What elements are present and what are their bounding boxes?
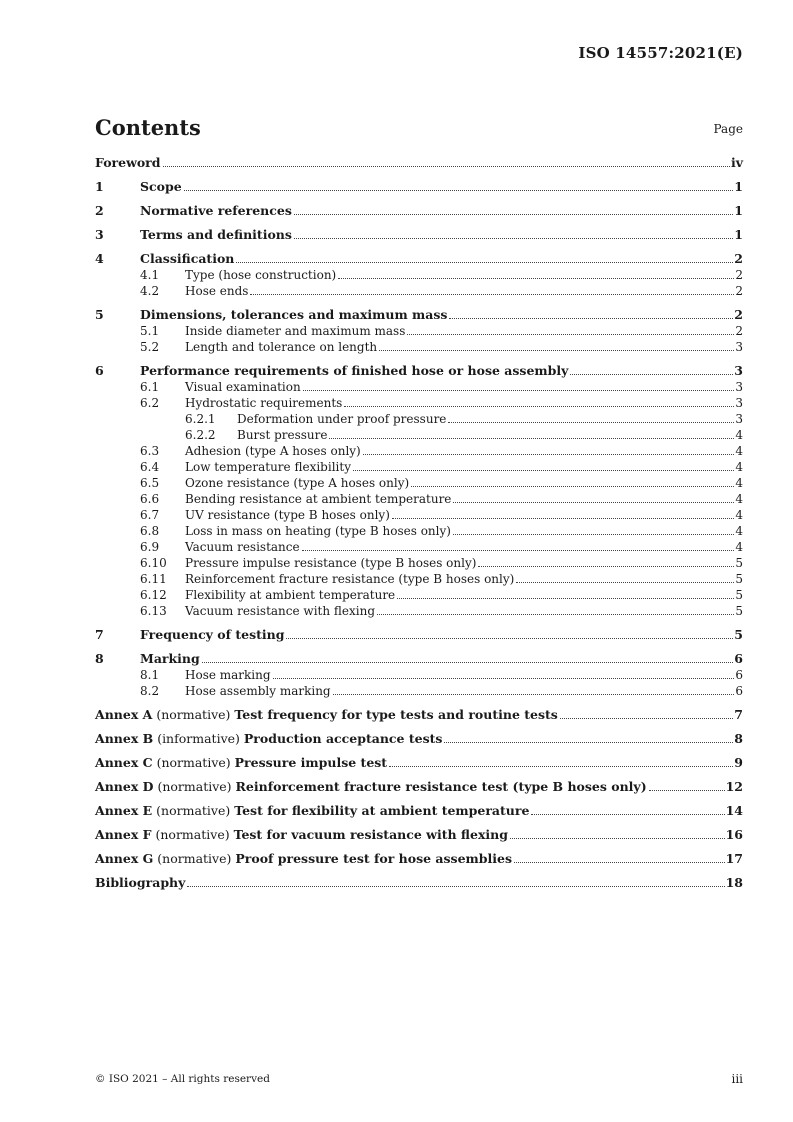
dot-leader xyxy=(302,549,735,551)
toc-entry-section-6-8[interactable] xyxy=(95,523,743,539)
toc-entry-page: 8 xyxy=(734,731,743,746)
toc-entry-page: 18 xyxy=(725,875,743,890)
toc-entry-title: Foreword xyxy=(95,155,161,170)
toc-entry-page: 4 xyxy=(735,428,743,442)
toc-entry-page: 17 xyxy=(725,851,743,866)
toc-entry-page: 16 xyxy=(725,827,743,842)
toc-entry-page: 6 xyxy=(735,684,743,698)
toc-entry-foreword[interactable] xyxy=(95,155,743,171)
toc-entry-page: 4 xyxy=(735,540,743,554)
toc-entry-number: 7 xyxy=(95,627,104,642)
dot-leader xyxy=(516,581,734,583)
toc-entry-page: 7 xyxy=(734,707,743,722)
toc-entry-annex-a[interactable] xyxy=(95,707,743,723)
toc-entry-page: 4 xyxy=(735,524,743,538)
dot-leader xyxy=(163,165,730,167)
toc-entry-title: Vacuum resistance with flexing xyxy=(185,604,376,618)
toc-entry-page: 3 xyxy=(735,396,743,410)
toc-entry-title: Hose assembly marking xyxy=(185,684,331,698)
toc-entry-page: 2 xyxy=(734,307,743,322)
toc-entry-title: Visual examination xyxy=(185,380,301,394)
annex-letter: Annex C xyxy=(95,755,153,770)
toc-entry-page: iv xyxy=(730,155,743,170)
toc-entry-title: Reinforcement fracture resistance test (type B hoses only) xyxy=(235,779,647,794)
toc-entry-number: 5 xyxy=(95,307,104,322)
toc-entry-section-4-2[interactable] xyxy=(95,283,743,299)
toc-entry-number: 6.10 xyxy=(140,556,167,570)
dot-leader xyxy=(202,661,734,663)
toc-entry-number: 4.2 xyxy=(140,284,160,298)
toc-entry-number: 6.3 xyxy=(140,444,160,458)
page-title: Contents xyxy=(95,115,201,140)
page-column-label: Page xyxy=(713,122,743,136)
toc-entry-number: 4 xyxy=(95,251,104,266)
toc-entry-title: Loss in mass on heating (type B hoses only) xyxy=(185,524,451,538)
toc-entry-title: Proof pressure test for hose assemblies xyxy=(235,851,512,866)
dot-leader xyxy=(531,813,724,815)
toc-entry-title: Test for flexibility at ambient temperature xyxy=(234,803,530,818)
toc-entry-page: 5 xyxy=(735,556,743,570)
toc-entry-section-4-1[interactable] xyxy=(95,267,743,283)
dot-leader xyxy=(449,317,733,319)
toc-entry-number: 8.1 xyxy=(140,668,160,682)
dot-leader xyxy=(377,613,734,615)
toc-entry-page: 4 xyxy=(735,444,743,458)
annex-kind: (normative) xyxy=(156,755,231,770)
toc-entry-section-5-1[interactable] xyxy=(95,323,743,339)
toc-entry-page: 5 xyxy=(734,627,743,642)
toc-entry-page: 1 xyxy=(734,203,743,218)
document-standard-id: ISO 14557:2021(E) xyxy=(578,44,743,62)
toc-entry-page: 4 xyxy=(735,476,743,490)
dot-leader xyxy=(273,677,735,679)
toc-entry-title: Adhesion (type A hoses only) xyxy=(185,444,361,458)
toc-entry-title: Hydrostatic requirements xyxy=(185,396,343,410)
footer-copyright: © ISO 2021 – All rights reserved xyxy=(95,1073,270,1085)
contents-heading-row xyxy=(95,110,743,140)
toc-entry-section-5[interactable] xyxy=(95,307,743,323)
toc-entry-number: 6.8 xyxy=(140,524,160,538)
dot-leader xyxy=(570,373,733,375)
toc-entry-title: Performance requirements of finished hose or hose assembly xyxy=(140,363,569,378)
dot-leader xyxy=(514,861,725,863)
dot-leader xyxy=(338,277,734,279)
dot-leader xyxy=(184,189,734,191)
toc-entry-page: 3 xyxy=(734,363,743,378)
toc-entry-section-6-1[interactable] xyxy=(95,379,743,395)
toc-entry-title: Pressure impulse resistance (type B hoses only) xyxy=(185,556,477,570)
toc-entry-number: 6.1 xyxy=(140,380,160,394)
toc-entry-section-6-10[interactable] xyxy=(95,555,743,571)
toc-entry-number: 6.12 xyxy=(140,588,167,602)
dot-leader xyxy=(236,261,733,263)
toc-entry-page: 5 xyxy=(735,588,743,602)
dot-leader xyxy=(407,333,734,335)
toc-entry-title: Production acceptance tests xyxy=(243,731,443,746)
toc-entry-section-6-2-1[interactable] xyxy=(95,411,743,427)
toc-entry-section-2[interactable] xyxy=(95,203,743,219)
annex-kind: (normative) xyxy=(156,707,231,722)
toc-entry-title: Reinforcement fracture resistance (type B hoses only) xyxy=(185,572,515,586)
dot-leader xyxy=(294,237,733,239)
toc-entry-title: Burst pressure xyxy=(237,428,328,442)
toc-entry-title: Bending resistance at ambient temperature xyxy=(185,492,452,506)
annex-kind: (informative) xyxy=(157,731,240,746)
toc-entry-section-6-13[interactable] xyxy=(95,603,743,619)
toc-entry-page: 12 xyxy=(725,779,743,794)
table-of-contents xyxy=(95,155,743,891)
toc-entry-number: 1 xyxy=(95,179,104,194)
toc-entry-page: 3 xyxy=(735,412,743,426)
dot-leader xyxy=(389,765,733,767)
toc-entry-title: Hose ends xyxy=(185,284,249,298)
toc-entry-section-1[interactable] xyxy=(95,179,743,195)
toc-entry-number: 6.2 xyxy=(140,396,160,410)
toc-entry-page: 14 xyxy=(725,803,743,818)
toc-entry-page: 9 xyxy=(734,755,743,770)
toc-entry-title: Flexibility at ambient temperature xyxy=(185,588,396,602)
toc-entry-section-6-2-2[interactable] xyxy=(95,427,743,443)
dot-leader xyxy=(444,741,733,743)
dot-leader xyxy=(478,565,734,567)
annex-letter: Annex G xyxy=(95,851,154,866)
toc-entry-section-6-9[interactable] xyxy=(95,539,743,555)
toc-entry-title: Type (hose construction) xyxy=(185,268,337,282)
toc-entry-number: 6.5 xyxy=(140,476,160,490)
toc-entry-section-6-11[interactable] xyxy=(95,571,743,587)
toc-entry-page: 2 xyxy=(735,284,743,298)
annex-kind: (normative) xyxy=(157,779,232,794)
toc-entry-number: 6 xyxy=(95,363,104,378)
dot-leader xyxy=(187,885,724,887)
toc-entry-number: 5.2 xyxy=(140,340,160,354)
toc-entry-annex-e[interactable] xyxy=(95,803,743,819)
toc-entry-page: 2 xyxy=(735,268,743,282)
annex-letter: Annex E xyxy=(95,803,153,818)
toc-entry-number: 6.7 xyxy=(140,508,160,522)
toc-entry-number: 4.1 xyxy=(140,268,160,282)
toc-entry-page: 2 xyxy=(735,324,743,338)
toc-entry-number: 5.1 xyxy=(140,324,160,338)
toc-entry-section-6-6[interactable] xyxy=(95,491,743,507)
dot-leader xyxy=(649,789,725,791)
toc-entry-title: Test for vacuum resistance with flexing xyxy=(233,827,508,842)
toc-entry-title: Bibliography xyxy=(95,875,186,890)
dot-leader xyxy=(353,469,734,471)
toc-entry-annex-f[interactable] xyxy=(95,827,743,843)
toc-entry-page: 5 xyxy=(735,604,743,618)
dot-leader xyxy=(344,405,734,407)
toc-entry-title: Scope xyxy=(140,179,182,194)
toc-entry-page: 3 xyxy=(735,380,743,394)
toc-entry-title: Deformation under proof pressure xyxy=(237,412,447,426)
toc-entry-annex-b[interactable] xyxy=(95,731,743,747)
dot-leader xyxy=(448,421,734,423)
dot-leader xyxy=(329,437,734,439)
toc-entry-section-6-2[interactable] xyxy=(95,395,743,411)
toc-entry-title: Classification xyxy=(140,251,235,266)
dot-leader xyxy=(392,517,734,519)
toc-entry-section-7[interactable] xyxy=(95,627,743,643)
annex-kind: (normative) xyxy=(157,851,232,866)
toc-entry-section-4[interactable] xyxy=(95,251,743,267)
toc-entry-page: 4 xyxy=(735,492,743,506)
toc-entry-title: UV resistance (type B hoses only) xyxy=(185,508,390,522)
toc-entry-page: 4 xyxy=(735,508,743,522)
toc-entry-title: Vacuum resistance xyxy=(185,540,300,554)
toc-entry-number: 6.6 xyxy=(140,492,160,506)
toc-entry-section-8-1[interactable] xyxy=(95,667,743,683)
toc-entry-title: Test frequency for type tests and routine tests xyxy=(234,707,558,722)
toc-entry-page: 5 xyxy=(735,572,743,586)
toc-entry-page: 6 xyxy=(735,668,743,682)
annex-kind: (normative) xyxy=(156,803,231,818)
toc-entry-annex-d[interactable] xyxy=(95,779,743,795)
dot-leader xyxy=(250,293,734,295)
toc-entry-page: 3 xyxy=(735,340,743,354)
toc-entry-title: Inside diameter and maximum mass xyxy=(185,324,406,338)
dot-leader xyxy=(411,485,734,487)
toc-entry-section-5-2[interactable] xyxy=(95,339,743,355)
toc-entry-annex-g[interactable] xyxy=(95,851,743,867)
toc-entry-title: Hose marking xyxy=(185,668,271,682)
dot-leader xyxy=(453,501,734,503)
toc-entry-number: 6.9 xyxy=(140,540,160,554)
footer-page-number: iii xyxy=(731,1072,743,1086)
dot-leader xyxy=(294,213,733,215)
toc-entry-title: Terms and definitions xyxy=(140,227,292,242)
toc-entry-title: Pressure impulse test xyxy=(234,755,388,770)
toc-entry-section-8-2[interactable] xyxy=(95,683,743,699)
toc-entry-title: Frequency of testing xyxy=(140,627,285,642)
toc-entry-title: Dimensions, tolerances and maximum mass xyxy=(140,307,448,322)
toc-entry-section-6-5[interactable] xyxy=(95,475,743,491)
annex-letter: Annex A xyxy=(95,707,153,722)
toc-entry-page: 4 xyxy=(735,460,743,474)
toc-entry-bibliography[interactable] xyxy=(95,875,743,891)
dot-leader xyxy=(303,389,735,391)
toc-entry-section-6[interactable] xyxy=(95,363,743,379)
toc-entry-number: 8 xyxy=(95,651,104,666)
toc-entry-title: Length and tolerance on length xyxy=(185,340,378,354)
dot-leader xyxy=(453,533,734,535)
toc-entry-section-3[interactable] xyxy=(95,227,743,243)
toc-entry-section-8[interactable] xyxy=(95,651,743,667)
dot-leader xyxy=(333,693,735,695)
toc-entry-section-6-4[interactable] xyxy=(95,459,743,475)
toc-entry-number: 2 xyxy=(95,203,104,218)
annex-letter: Annex D xyxy=(95,779,154,794)
toc-entry-number: 6.2.2 xyxy=(185,428,216,442)
toc-entry-number: 6.2.1 xyxy=(185,412,216,426)
toc-entry-number: 6.4 xyxy=(140,460,160,474)
toc-entry-number: 3 xyxy=(95,227,104,242)
dot-leader xyxy=(379,349,734,351)
toc-entry-annex-c[interactable] xyxy=(95,755,743,771)
toc-entry-page: 2 xyxy=(734,251,743,266)
dot-leader xyxy=(286,637,733,639)
dot-leader xyxy=(510,837,725,839)
toc-entry-title: Low temperature flexibility xyxy=(185,460,351,474)
annex-letter: Annex F xyxy=(95,827,152,842)
dot-leader xyxy=(560,717,733,719)
toc-entry-page: 1 xyxy=(734,179,743,194)
toc-entry-page: 1 xyxy=(734,227,743,242)
toc-entry-title: Normative references xyxy=(140,203,292,218)
annex-letter: Annex B xyxy=(95,731,154,746)
toc-entry-title: Marking xyxy=(140,651,200,666)
toc-entry-section-6-7[interactable] xyxy=(95,507,743,523)
toc-entry-section-6-3[interactable] xyxy=(95,443,743,459)
toc-entry-title: Ozone resistance (type A hoses only) xyxy=(185,476,410,490)
toc-entry-number: 6.13 xyxy=(140,604,167,618)
toc-entry-section-6-12[interactable] xyxy=(95,587,743,603)
toc-entry-number: 6.11 xyxy=(140,572,167,586)
toc-entry-number: 8.2 xyxy=(140,684,160,698)
dot-leader xyxy=(363,453,735,455)
annex-kind: (normative) xyxy=(155,827,230,842)
toc-entry-page: 6 xyxy=(734,651,743,666)
dot-leader xyxy=(397,597,734,599)
